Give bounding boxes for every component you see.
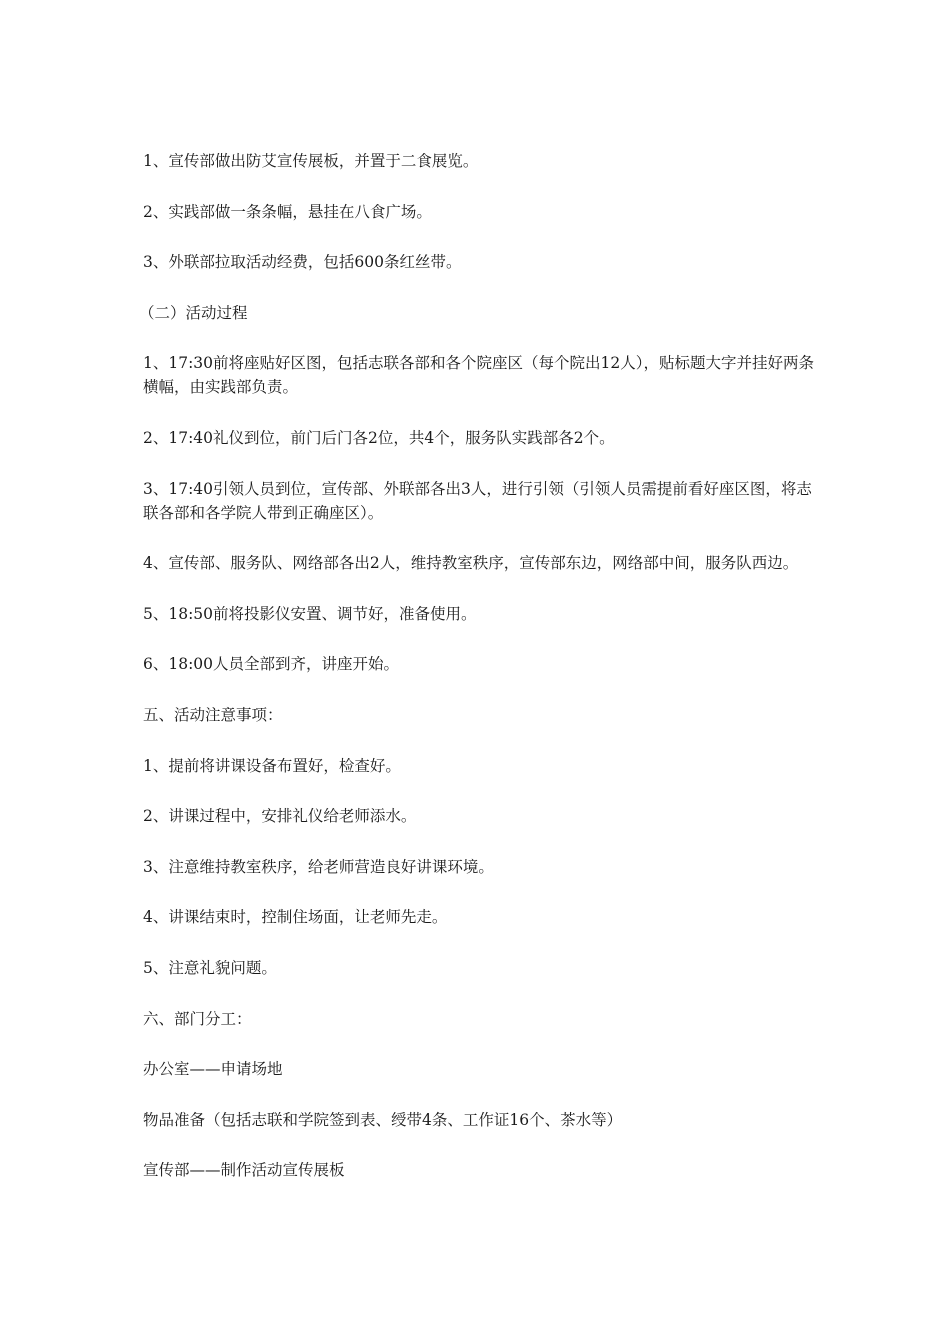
document-body xyxy=(139,149,815,1209)
section-heading-division: 六、部门分工： xyxy=(143,1009,252,1028)
paragraph-notes-5: 5、注意礼貌问题。 xyxy=(143,958,277,977)
paragraph-process-3: 3、17:40引领人员到位，宣传部、外联部各出3人，进行引领（引领人员需提前看好座区图，将志联各部和各学院人带到正确座区）。 xyxy=(143,479,812,522)
paragraph-division-publicity: 宣传部——制作活动宣传展板 xyxy=(143,1161,345,1180)
paragraph-process-5: 5、18:50前将投影仪安置、调节好，准备使用。 xyxy=(143,604,477,623)
paragraph-process-2: 2、17:40礼仪到位，前门后门各2位，共4个，服务队实践部各2个。 xyxy=(143,428,615,447)
paragraph-prep-1: 1、宣传部做出防艾宣传展板，并置于二食展览。 xyxy=(143,152,479,170)
paragraph-notes-1: 1、提前将讲课设备布置好，检查好。 xyxy=(143,756,401,775)
paragraph-process-4: 4、宣传部、服务队、网络部各出2人，维持教室秩序，宣传部东边，网络部中间，服务队西边。 xyxy=(143,554,799,573)
paragraph-notes-4: 4、讲课结束时，控制住场面，让老师先走。 xyxy=(143,908,448,927)
paragraph-notes-2: 2、讲课过程中，安排礼仪给老师添水。 xyxy=(143,807,417,826)
paragraph-notes-3: 3、注意维持教室秩序，给老师营造良好讲课环境。 xyxy=(143,857,494,876)
section-heading-process: （二）活动过程 xyxy=(139,303,248,322)
paragraph-division-supplies: 物品准备（包括志联和学院签到表、绶带4条、工作证16个、茶水等） xyxy=(143,1110,623,1129)
section-heading-notes: 五、活动注意事项： xyxy=(143,705,283,724)
paragraph-division-office: 办公室——申请场地 xyxy=(143,1060,283,1079)
paragraph-process-1: 1、17:30前将座贴好区图，包括志联各部和各个院座区（每个院出12人），贴标题大字并挂好两条横幅，由实践部负责。 xyxy=(143,354,815,397)
paragraph-process-6: 6、18:00人员全部到齐，讲座开始。 xyxy=(143,655,400,674)
paragraph-prep-3: 3、外联部拉取活动经费，包括600条红丝带。 xyxy=(143,253,462,272)
paragraph-prep-2: 2、实践部做一条条幅，悬挂在八食广场。 xyxy=(143,202,432,221)
